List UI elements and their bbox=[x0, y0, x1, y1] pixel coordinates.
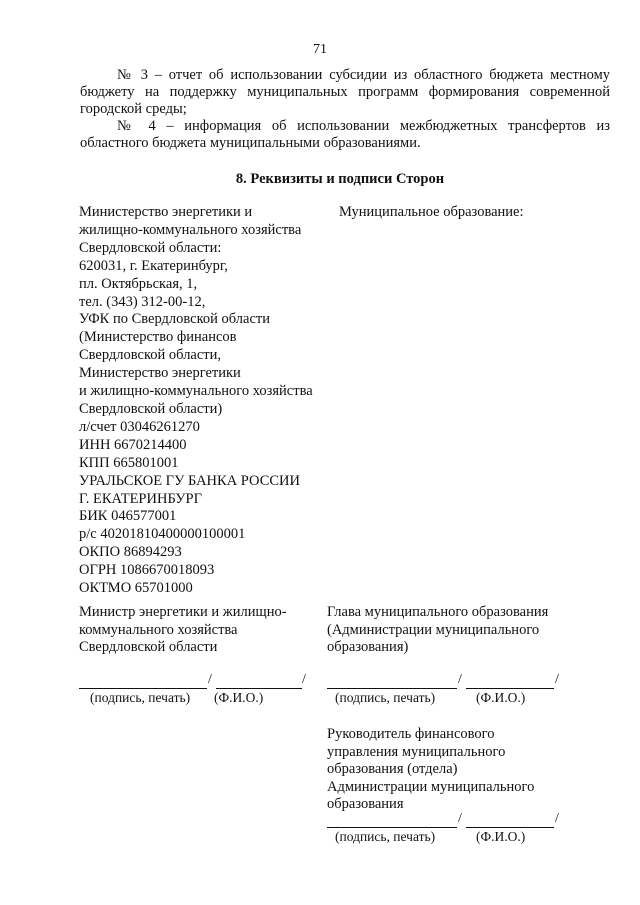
requisite-line: р/с 40201810400000100001 bbox=[79, 526, 246, 543]
right-party-title: Муниципальное образование: bbox=[339, 204, 524, 220]
paragraph-1 bbox=[117, 67, 610, 84]
finance-title-line: Руководитель финансового bbox=[327, 726, 495, 742]
minister-separator: / bbox=[208, 672, 212, 687]
requisite-line: БИК 046577001 bbox=[79, 508, 177, 525]
finance-separator: / bbox=[458, 811, 462, 826]
requisite-line: Г. ЕКАТЕРИНБУРГ bbox=[79, 490, 202, 507]
requisite-line: КПП 665801001 bbox=[79, 454, 179, 471]
head-signature-title bbox=[327, 604, 548, 657]
minister-name-line bbox=[216, 688, 302, 689]
paragraph-2 bbox=[117, 118, 610, 135]
paragraph-2-rest bbox=[80, 135, 610, 152]
head-separator: / bbox=[555, 672, 559, 687]
head-separator: / bbox=[458, 672, 462, 687]
requisite-line: пл. Октябрьская, 1, bbox=[79, 275, 198, 292]
finance-title-line: Администрации муниципального bbox=[327, 778, 535, 795]
minister-separator: / bbox=[302, 672, 306, 687]
requisite-line: Министерство энергетики bbox=[79, 365, 241, 382]
requisite-line: УФК по Свердловской области bbox=[79, 311, 270, 328]
finance-name-line bbox=[466, 827, 554, 828]
minister-signature-title bbox=[79, 604, 287, 657]
requisite-line: ОКПО 86894293 bbox=[79, 544, 182, 561]
paragraph-1-rest bbox=[80, 84, 610, 118]
left-party-requisites bbox=[79, 204, 313, 598]
finance-sign-caption: (подпись, печать) bbox=[335, 829, 436, 844]
requisite-line: л/счет 03046261270 bbox=[79, 418, 200, 435]
finance-title-line: управления муниципального bbox=[327, 743, 506, 760]
minister-sign-caption: (подпись, печать) bbox=[90, 690, 191, 705]
head-name-caption: (Ф.И.О.) bbox=[476, 690, 526, 705]
requisite-line: Свердловской области: bbox=[79, 239, 222, 256]
finance-title-line: образования bbox=[327, 796, 404, 812]
minister-signature-line bbox=[79, 688, 207, 689]
finance-name-caption: (Ф.И.О.) bbox=[476, 829, 526, 844]
finance-separator: / bbox=[555, 811, 559, 826]
head-sign-caption: (подпись, печать) bbox=[335, 690, 436, 705]
requisite-line: тел. (343) 312-00-12, bbox=[79, 293, 206, 310]
head-signature-line bbox=[327, 688, 457, 689]
minister-name-caption: (Ф.И.О.) bbox=[214, 690, 264, 705]
head-title-line: (Администрации муниципального bbox=[327, 621, 540, 638]
paragraph-1-line-3: городской среды; bbox=[80, 101, 187, 118]
requisite-line: 620031, г. Екатеринбург, bbox=[79, 257, 228, 274]
minister-title-line: Министр энергетики и жилищно- bbox=[79, 604, 287, 620]
requisite-line: Свердловской области) bbox=[79, 400, 223, 417]
requisite-line: (Министерство финансов bbox=[79, 329, 237, 346]
requisite-line: ИНН 6670214400 bbox=[79, 436, 187, 453]
requisite-line: УРАЛЬСКОЕ ГУ БАНКА РОССИИ bbox=[79, 472, 300, 489]
paragraph-2-line-1: № 4 – информация об использовании межбюджетных трансфертов из bbox=[117, 118, 610, 134]
finance-title-line: образования (отдела) bbox=[327, 761, 458, 777]
paragraph-2-line-2: областного бюджета муниципальными образованиями. bbox=[80, 135, 421, 151]
requisite-line: Министерство энергетики и bbox=[79, 204, 253, 220]
requisite-line: ОКТМО 65701000 bbox=[79, 580, 193, 597]
finance-signature-title bbox=[327, 726, 534, 814]
page-number: 71 bbox=[313, 42, 327, 57]
head-title-line: Глава муниципального образования bbox=[327, 604, 549, 620]
requisite-line: ОГРН 1086670018093 bbox=[79, 562, 215, 579]
minister-title-line: Свердловской области bbox=[79, 639, 218, 655]
section-heading: 8. Реквизиты и подписи Сторон bbox=[235, 171, 445, 187]
finance-signature-line bbox=[327, 827, 457, 828]
requisite-line: и жилищно-коммунального хозяйства bbox=[79, 383, 313, 400]
head-name-line bbox=[466, 688, 554, 689]
head-title-line: образования) bbox=[327, 639, 409, 655]
paragraph-1-line-2: бюджету на поддержку муниципальных программ формирования современной bbox=[80, 84, 610, 100]
requisite-line: Свердловской области, bbox=[79, 347, 222, 364]
requisite-line: жилищно-коммунального хозяйства bbox=[79, 221, 302, 238]
minister-title-line: коммунального хозяйства bbox=[79, 621, 238, 638]
paragraph-1-line-1: № 3 – отчет об использовании субсидии из областного бюджета местному bbox=[117, 67, 610, 83]
